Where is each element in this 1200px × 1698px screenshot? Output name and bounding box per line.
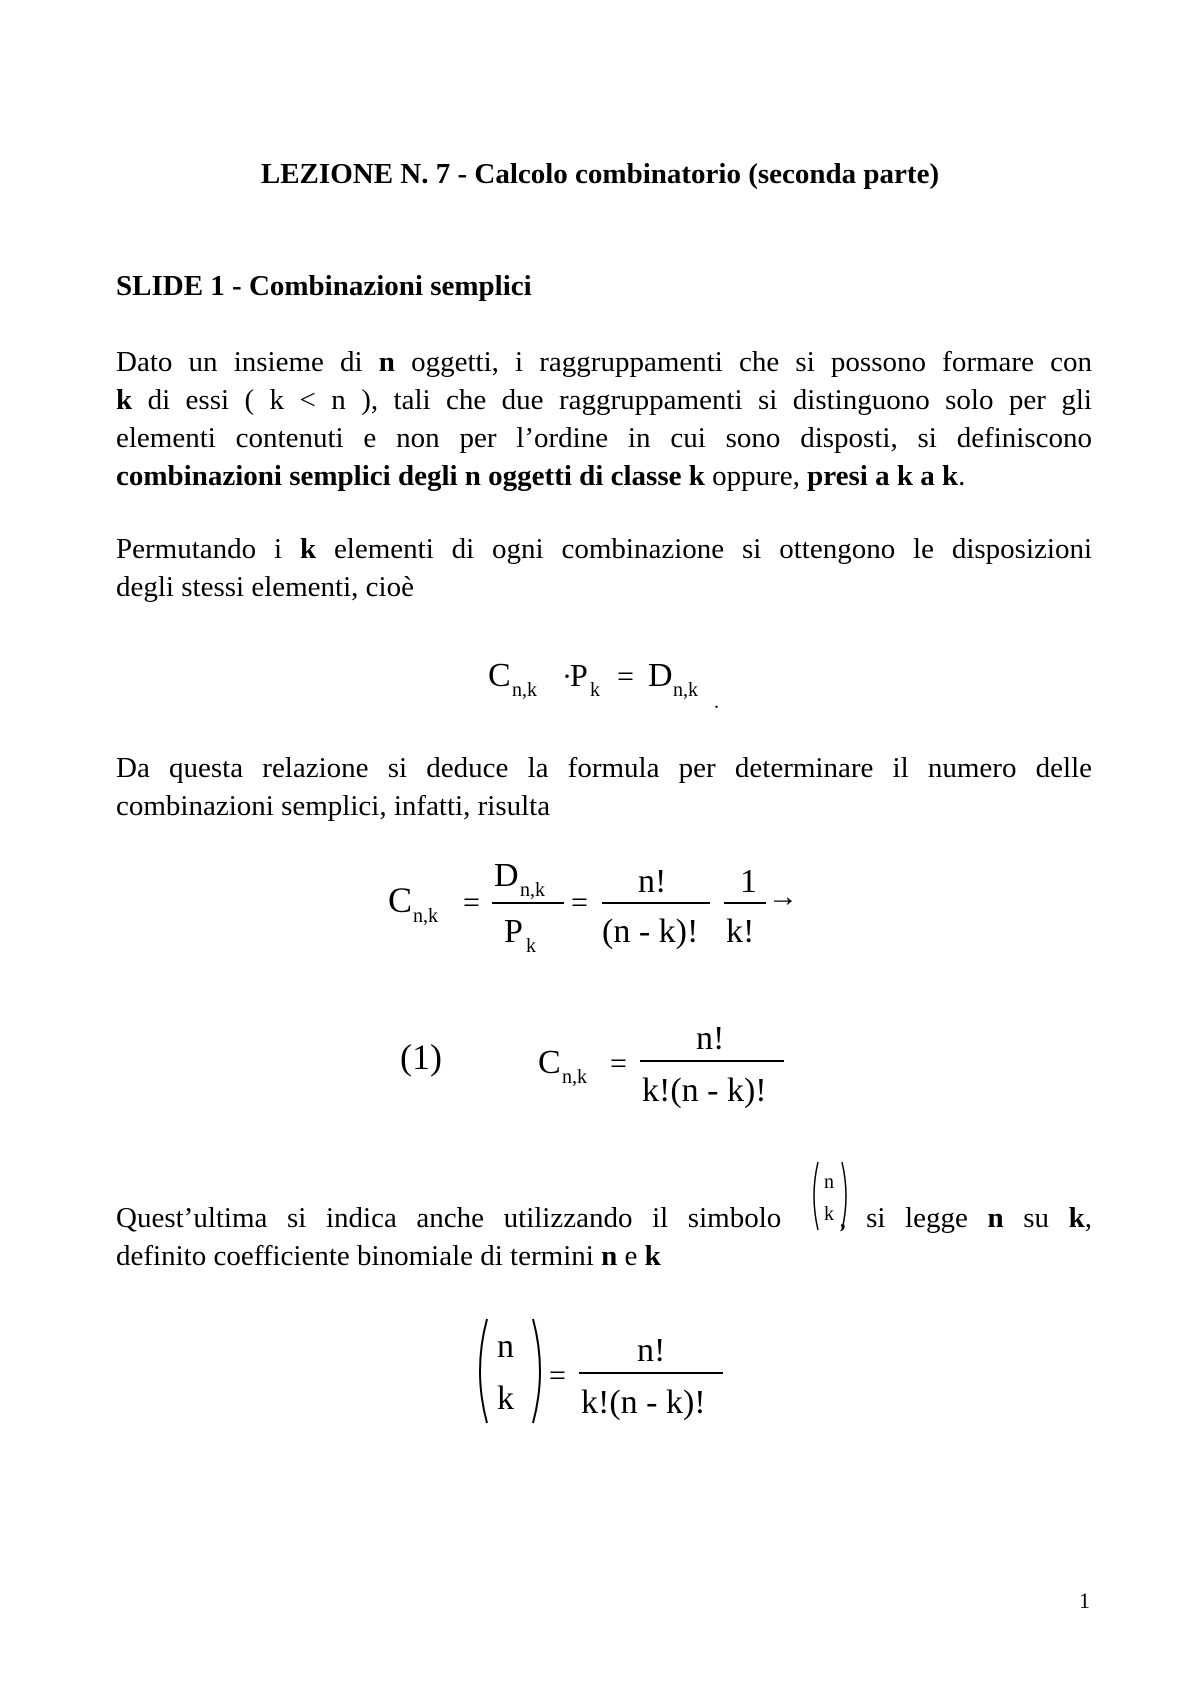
svg-text:D: D <box>494 857 519 894</box>
relation-formula <box>480 640 740 720</box>
svg-text:k!: k! <box>726 913 755 950</box>
binomial-paragraph: Quest’ultima si indica anche utilizzando il simbolo , si legge n su k, definito coefficiente binomiale di termini n e k <box>116 1202 1092 1272</box>
svg-text:n,k: n,k <box>520 879 545 901</box>
svg-text:k!(n - k)!: k!(n - k)! <box>642 1072 767 1109</box>
svg-text:k: k <box>526 935 536 957</box>
svg-text:n,k: n,k <box>673 679 698 701</box>
svg-text:=: = <box>571 886 588 919</box>
svg-text:n: n <box>497 1328 514 1365</box>
svg-text:(n - k)!: (n - k)! <box>602 913 699 950</box>
svg-text:(1): (1) <box>400 1037 442 1077</box>
derivation-formula <box>380 850 840 970</box>
svg-text:n,k: n,k <box>562 1066 587 1088</box>
svg-text:k: k <box>824 1203 834 1225</box>
svg-text:1: 1 <box>740 863 757 900</box>
slide-heading: SLIDE 1 - Combinazioni semplici <box>116 270 532 302</box>
binomial-symbol-inline <box>810 1158 850 1238</box>
svg-text:n!: n! <box>696 1020 725 1057</box>
page-title: LEZIONE N. 7 - Calcolo combinatorio (seconda parte) <box>260 158 940 190</box>
svg-text:n,k: n,k <box>512 679 537 701</box>
svg-text:k: k <box>590 679 600 701</box>
binomial-formula <box>475 1315 765 1435</box>
svg-text:C: C <box>538 1044 561 1081</box>
svg-text:.: . <box>714 691 719 713</box>
svg-text:n: n <box>824 1171 834 1193</box>
svg-text:C: C <box>488 657 511 694</box>
svg-text:→: → <box>768 880 798 913</box>
svg-text:k!(n - k)!: k!(n - k)! <box>581 1384 706 1421</box>
svg-text:=: = <box>617 660 634 693</box>
svg-text:C: C <box>388 880 413 920</box>
svg-text:=: = <box>610 1047 627 1080</box>
svg-text:·: · <box>562 660 572 693</box>
deduction-paragraph: Da questa relazione si deduce la formula per determinare il numero delle combinazioni semplici, infatti, risulta <box>116 752 1092 822</box>
svg-text:n!: n! <box>637 1332 666 1369</box>
svg-text:=: = <box>549 1359 566 1392</box>
svg-text:P: P <box>504 913 523 950</box>
combinations-formula <box>400 1005 800 1125</box>
definition-paragraph: Dato un insieme di n oggetti, i raggruppamenti che si possono formare con k di essi ( k < n ), tali che due raggruppamenti si distinguono solo per gli elementi contenuti e non per l’ordine in cui sono disposti, si definiscono combinazioni semplici degli n oggetti di classe k oppure, presi a k a k. <box>116 346 1092 492</box>
svg-text:P: P <box>570 657 588 693</box>
svg-text:n,k: n,k <box>413 905 438 927</box>
permutation-paragraph: Permutando i k elementi di ogni combinazione si ottengono le disposizioni degli stessi elementi, cioè <box>116 533 1093 603</box>
svg-text:k: k <box>497 1380 514 1417</box>
svg-text:D: D <box>648 657 673 694</box>
svg-text:n!: n! <box>638 863 667 900</box>
page-number: 1 <box>1079 1588 1090 1613</box>
svg-text:=: = <box>463 886 480 919</box>
